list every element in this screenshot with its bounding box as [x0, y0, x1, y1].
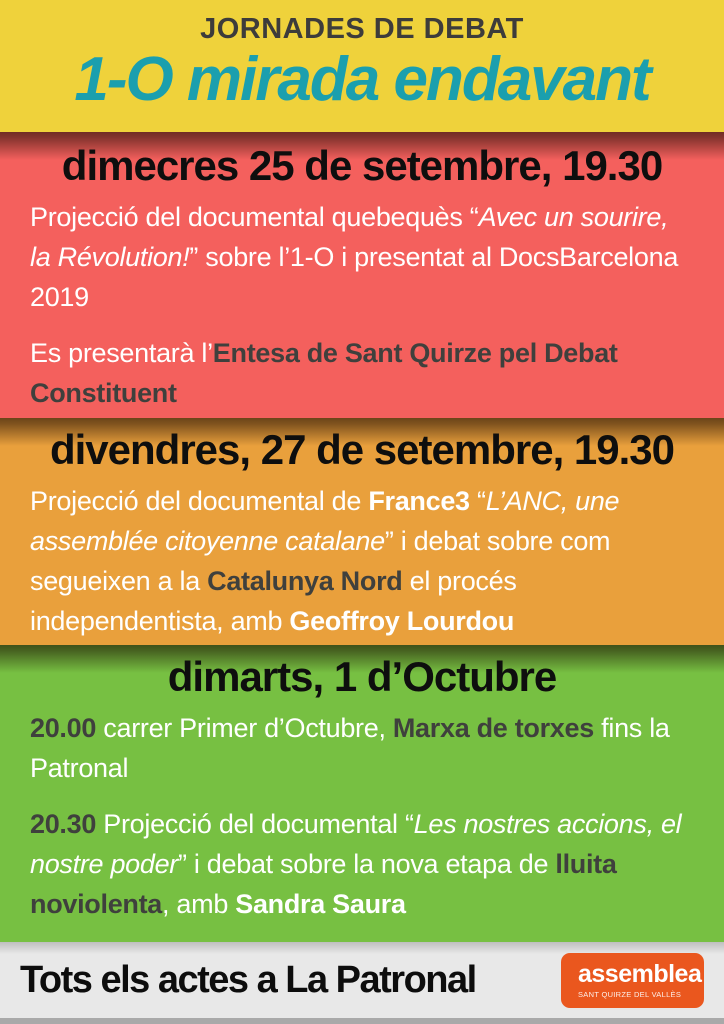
bottom-edge-strip: [0, 1018, 724, 1024]
section-tuesday: [0, 645, 724, 942]
assemblea-logo: [561, 953, 704, 1008]
assemblea-logo-subtitle: SANT QUIRZE DEL VALLÈS: [578, 989, 682, 999]
poster-header: [0, 0, 724, 132]
kicker-text: JORNADES DE DEBAT: [200, 13, 524, 45]
section-friday-description: Projecció del documental de France3 “L’ANC, une assemblée citoyenne catalane” i debat sobre com segueixen a la Catalunya Nord el procés independentista, amb Geoffroy Lourdou: [30, 486, 620, 636]
section-wednesday: [0, 132, 724, 418]
assemblea-logo-title: assemblea: [578, 959, 702, 988]
section-friday-title: divendres, 27 de setembre, 19.30: [49, 426, 675, 473]
venue-text: Tots els actes a La Patronal: [20, 958, 476, 1001]
poster-title: 1-O mirada endavant: [74, 45, 650, 114]
section-tuesday-title: dimarts, 1 d’Octubre: [167, 653, 557, 700]
poster-footer: [0, 942, 724, 1024]
section-wednesday-title: dimecres 25 de setembre, 19.30: [61, 142, 663, 189]
section-friday: [0, 418, 724, 645]
section-wednesday-presentation: Es presentarà l’Entesa de Sant Quirze pel Debat Constituent: [30, 337, 618, 408]
section-tuesday-screening: 20.30 Projecció del documental “Les nostres accions, el nostre poder” i debat sobre la nova etapa de lluita noviolenta, amb Sandra Saura: [30, 809, 682, 919]
section-tuesday-march: 20.00 carrer Primer d’Octubre, Marxa de torxes fins la Patronal: [30, 713, 670, 784]
section-wednesday-description: Projecció del documental quebequès “Avec un sourire, la Révolution!” sobre l’1-O i presentat al DocsBarcelona 2019: [30, 202, 679, 312]
